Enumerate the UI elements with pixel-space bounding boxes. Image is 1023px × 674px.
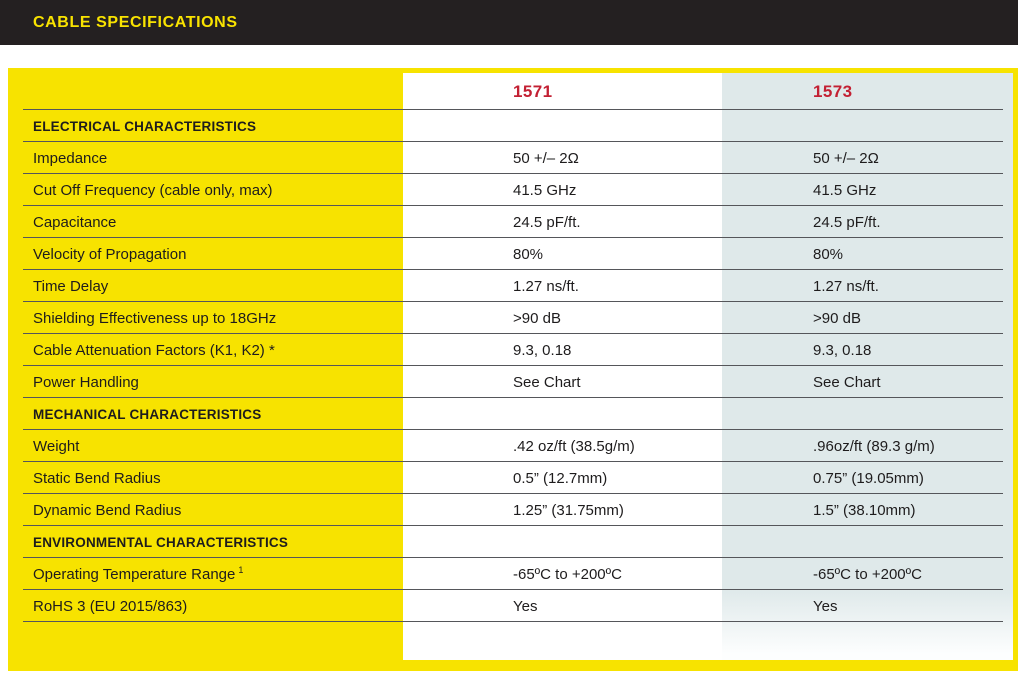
spec-row-power-handling <box>8 366 1013 398</box>
value-1573: Yes <box>813 597 838 615</box>
section-row-environmental <box>8 526 1013 558</box>
value-1573: 9.3, 0.18 <box>813 341 872 359</box>
row-label: Operating Temperature Range $^1$ <box>33 565 244 583</box>
row-label: Velocity of Propagation <box>33 245 187 263</box>
value-1573: .96oz/ft (89.3 g/m) <box>813 437 935 455</box>
value-1573 <box>722 526 1013 558</box>
column-header-spacer <box>8 73 403 110</box>
row-label: Shielding Effectiveness up to 18GHz <box>33 309 277 327</box>
row-label-text: Operating Temperature Range <box>33 565 236 583</box>
row-label: Power Handling <box>33 373 139 391</box>
spec-row-capacitance <box>8 206 1013 238</box>
spec-row-dynamic-bend-radius <box>8 494 1013 526</box>
column-header-1573: 1573 <box>813 81 853 101</box>
value-1573: >90 dB <box>813 309 861 327</box>
row-label: RoHS 3 (EU 2015/863) <box>33 597 188 615</box>
spec-row-impedance <box>8 142 1013 174</box>
value-1573: 80% <box>813 245 844 263</box>
section-title: MECHANICAL CHARACTERISTICS <box>33 406 262 422</box>
spec-row-time-delay <box>8 270 1013 302</box>
value-1571: Yes <box>513 597 538 615</box>
value-1571 <box>403 398 722 430</box>
value-1573: -65ºC to +200ºC <box>813 565 922 583</box>
spec-row-cutoff-frequency <box>8 174 1013 206</box>
value-1571 <box>403 110 722 142</box>
spec-row-cable-attenuation-factors <box>8 334 1013 366</box>
spec-table <box>8 73 1013 622</box>
section-row-mechanical <box>8 398 1013 430</box>
spec-row-shielding-effectiveness <box>8 302 1013 334</box>
row-label: Cable Attenuation Factors (K1, K2) * <box>33 341 275 359</box>
value-1571: 9.3, 0.18 <box>513 341 572 359</box>
spec-row-static-bend-radius <box>8 462 1013 494</box>
section-row-electrical <box>8 110 1013 142</box>
value-1573: 0.75” (19.05mm) <box>813 469 924 487</box>
spec-table-panel <box>8 68 1018 671</box>
value-1573: 41.5 GHz <box>813 181 877 199</box>
value-1571: 0.5” (12.7mm) <box>513 469 608 487</box>
value-1571: -65ºC to +200ºC <box>513 565 622 583</box>
value-1573: 24.5 pF/ft. <box>813 213 881 231</box>
page-title: CABLE SPECIFICATIONS <box>33 13 238 31</box>
row-label: Dynamic Bend Radius <box>33 501 182 519</box>
value-1571: 1.25” (31.75mm) <box>513 501 624 519</box>
row-label: Static Bend Radius <box>33 469 161 487</box>
row-label: Time Delay <box>33 277 109 295</box>
value-1573: 1.5” (38.10mm) <box>813 501 916 519</box>
spec-row-weight <box>8 430 1013 462</box>
value-1571: 24.5 pF/ft. <box>513 213 581 231</box>
value-1571: 41.5 GHz <box>513 181 577 199</box>
value-1571: >90 dB <box>513 309 561 327</box>
column-header-row <box>8 73 1013 110</box>
value-1573: 50 +/– 2Ω <box>813 149 879 167</box>
value-1573: 1.27 ns/ft. <box>813 277 879 295</box>
value-1573 <box>722 398 1013 430</box>
row-label: Weight <box>33 437 80 455</box>
section-title: ELECTRICAL CHARACTERISTICS <box>33 118 257 134</box>
spec-row-rohs <box>8 590 1013 622</box>
value-1571: 1.27 ns/ft. <box>513 277 579 295</box>
spec-row-velocity-of-propagation <box>8 238 1013 270</box>
value-1571: .42 oz/ft (38.5g/m) <box>513 437 635 455</box>
value-1573 <box>722 110 1013 142</box>
section-title: ENVIRONMENTAL CHARACTERISTICS <box>33 534 289 550</box>
value-1571 <box>403 526 722 558</box>
spec-row-operating-temperature-range <box>8 558 1013 590</box>
value-1571: See Chart <box>513 373 581 391</box>
row-label: Impedance <box>33 149 108 167</box>
value-1571: 50 +/– 2Ω <box>513 149 579 167</box>
row-label: Cut Off Frequency (cable only, max) <box>33 181 273 199</box>
row-label: Capacitance <box>33 213 117 231</box>
column-header-1571: 1571 <box>513 81 553 101</box>
title-bar <box>0 0 1018 45</box>
value-1571: 80% <box>513 245 544 263</box>
value-1573: See Chart <box>813 373 881 391</box>
